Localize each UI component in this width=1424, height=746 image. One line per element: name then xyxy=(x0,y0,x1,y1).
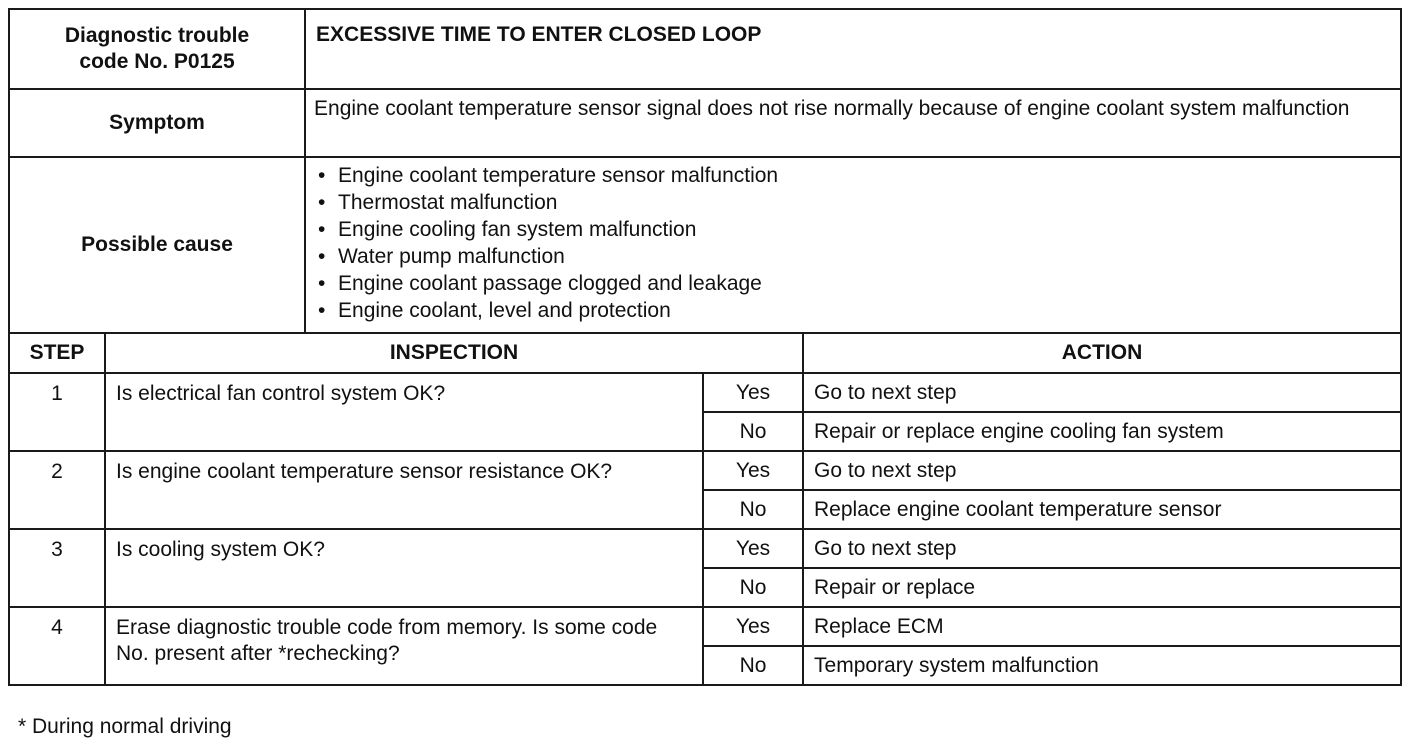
bullet-icon: • xyxy=(318,164,326,187)
yes-label: Yes xyxy=(703,373,803,412)
step-number: 2 xyxy=(9,451,105,529)
dtc-row xyxy=(9,9,1401,89)
step-row xyxy=(9,607,1401,646)
cause-item xyxy=(314,189,1392,216)
no-label: No xyxy=(703,568,803,607)
no-action: Replace engine coolant temperature sensor xyxy=(803,490,1401,529)
step-row xyxy=(9,373,1401,412)
yes-action: Go to next step xyxy=(803,373,1401,412)
step-inspection: Is cooling system OK? xyxy=(105,529,703,607)
step-inspection: Is electrical fan control system OK? xyxy=(105,373,703,451)
dtc-label: Diagnostic trouble code No. P0125 xyxy=(9,9,305,89)
yes-label: Yes xyxy=(703,607,803,646)
step-row xyxy=(9,529,1401,568)
step-number: 4 xyxy=(9,607,105,685)
yes-action: Go to next step xyxy=(803,451,1401,490)
cause-text: Engine coolant temperature sensor malfunction xyxy=(338,164,779,187)
cause-text: Engine coolant passage clogged and leakage xyxy=(338,272,762,295)
column-header-step: STEP xyxy=(9,333,105,373)
bullet-icon: • xyxy=(318,191,326,214)
symptom-row xyxy=(9,89,1401,157)
column-header-action: ACTION xyxy=(803,333,1401,373)
yes-action: Replace ECM xyxy=(803,607,1401,646)
dtc-title: EXCESSIVE TIME TO ENTER CLOSED LOOP xyxy=(305,9,1401,89)
no-label: No xyxy=(703,646,803,685)
step-number: 1 xyxy=(9,373,105,451)
step-inspection: Is engine coolant temperature sensor resistance OK? xyxy=(105,451,703,529)
no-action: Temporary system malfunction xyxy=(803,646,1401,685)
cause-text: Engine cooling fan system malfunction xyxy=(338,218,697,241)
bullet-icon: • xyxy=(318,272,326,295)
no-action: Repair or replace xyxy=(803,568,1401,607)
step-inspection: Erase diagnostic trouble code from memory. Is some code No. present after *rechecking? xyxy=(105,607,703,685)
cause-item xyxy=(314,270,1392,297)
symptom-label: Symptom xyxy=(9,89,305,157)
yes-action: Go to next step xyxy=(803,529,1401,568)
bullet-icon: • xyxy=(318,245,326,268)
diagnostic-table xyxy=(8,8,1402,686)
cause-text: Engine coolant, level and protection xyxy=(338,299,671,322)
cause-list xyxy=(306,158,1400,326)
step-row xyxy=(9,451,1401,490)
cause-row xyxy=(9,157,1401,333)
bullet-icon: • xyxy=(318,299,326,322)
footnote: * During normal driving xyxy=(18,715,232,738)
diagnostic-sheet xyxy=(8,8,1400,686)
cause-item xyxy=(314,162,1392,189)
no-label: No xyxy=(703,412,803,451)
column-header-row xyxy=(9,333,1401,373)
bullet-icon: • xyxy=(318,218,326,241)
cause-text: Thermostat malfunction xyxy=(338,191,558,214)
step-number: 3 xyxy=(9,529,105,607)
possible-cause-label: Possible cause xyxy=(9,157,305,333)
no-action: Repair or replace engine cooling fan system xyxy=(803,412,1401,451)
possible-cause-cell xyxy=(305,157,1401,333)
yes-label: Yes xyxy=(703,529,803,568)
cause-item xyxy=(314,297,1392,324)
cause-item xyxy=(314,243,1392,270)
cause-text: Water pump malfunction xyxy=(338,245,565,268)
symptom-text: Engine coolant temperature sensor signal does not rise normally because of engine coolant system malfunction xyxy=(305,89,1401,157)
column-header-inspection: INSPECTION xyxy=(105,333,803,373)
no-label: No xyxy=(703,490,803,529)
cause-item xyxy=(314,216,1392,243)
yes-label: Yes xyxy=(703,451,803,490)
